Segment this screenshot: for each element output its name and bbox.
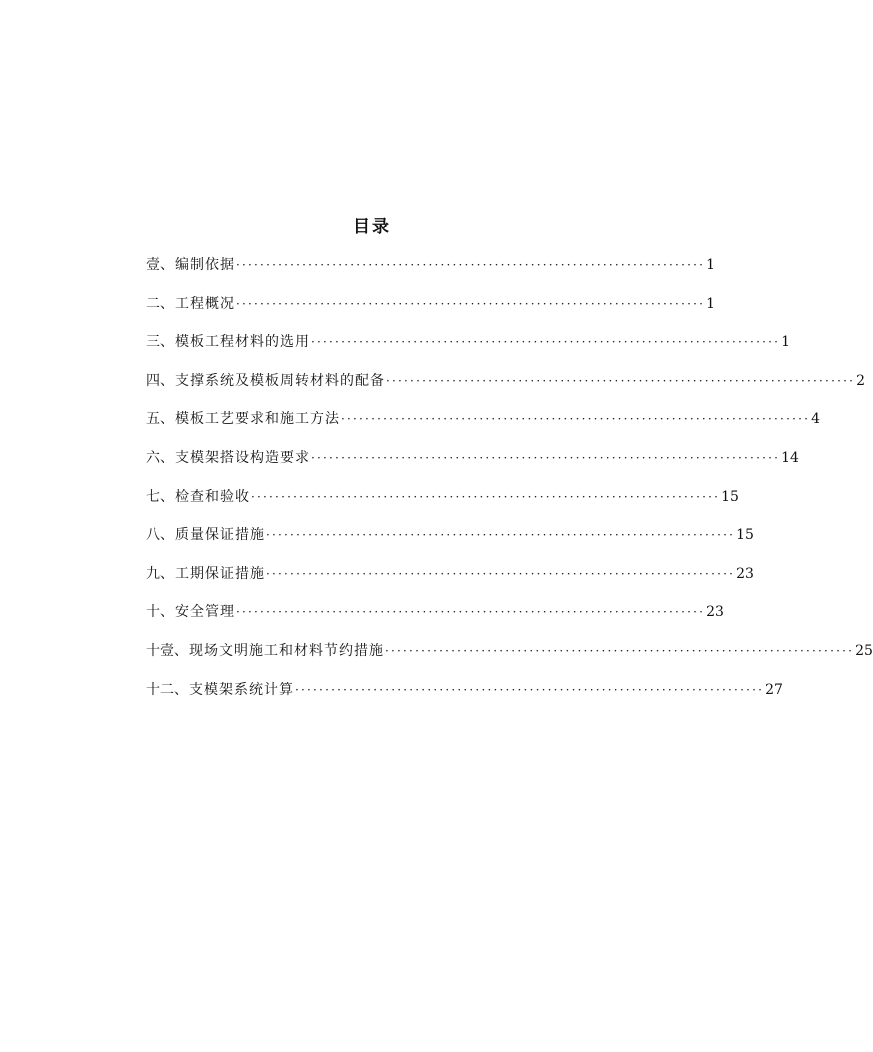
toc-entry-number: 四	[146, 372, 160, 389]
toc-dot-leader: ··············································································	[311, 335, 781, 350]
toc-entry-label: 、现场文明施工和材料节约措施	[174, 642, 384, 659]
toc-list	[146, 252, 873, 715]
toc-entry-page: 4	[811, 411, 821, 428]
toc-entry-number: 六	[146, 449, 160, 466]
toc-entry-page: 15	[736, 527, 754, 544]
toc-entry[interactable]	[146, 522, 754, 561]
toc-entry[interactable]	[146, 561, 754, 600]
toc-entry-label: 、支模架系统计算	[174, 681, 294, 698]
toc-entry[interactable]	[146, 368, 866, 407]
toc-dot-leader: ··············································································	[251, 489, 721, 504]
toc-entry-label: 、模板工程材料的选用	[160, 334, 310, 351]
toc-dot-leader: ··············································································	[385, 643, 855, 658]
toc-entry[interactable]	[146, 484, 739, 523]
toc-dot-leader: ··············································································	[236, 258, 706, 272]
toc-entry-label: 、支撑系统及模板周转材料的配备	[160, 372, 385, 389]
toc-entry-page: 27	[765, 681, 783, 698]
toc-title: 目录	[353, 217, 391, 237]
toc-entry[interactable]	[146, 406, 821, 445]
toc-entry-label: 、检查和验收	[160, 488, 250, 505]
toc-entry-number: 九	[146, 565, 160, 582]
toc-entry-label: 、质量保证措施	[160, 527, 265, 544]
toc-entry-number: 十二	[146, 681, 174, 698]
toc-entry-page: 25	[855, 642, 873, 659]
toc-entry-page: 15	[721, 488, 739, 505]
toc-entry-number: 三	[146, 334, 160, 351]
toc-entry-page: 1	[706, 257, 716, 273]
toc-entry-page: 14	[781, 449, 799, 466]
toc-entry[interactable]	[146, 638, 873, 677]
toc-entry-label: 、安全管理	[160, 604, 235, 621]
toc-dot-leader: ··············································································	[236, 605, 706, 620]
toc-entry[interactable]	[146, 252, 716, 291]
toc-entry[interactable]	[146, 445, 799, 484]
toc-entry-number: 八	[146, 527, 160, 544]
toc-entry-number: 壹	[146, 257, 160, 273]
toc-entry-page: 2	[856, 372, 866, 389]
toc-entry-label: 、编制依据	[160, 257, 235, 273]
toc-entry-label: 、工期保证措施	[160, 565, 265, 582]
toc-dot-leader: ··············································································	[295, 682, 765, 697]
toc-entry-page: 23	[706, 604, 724, 621]
toc-entry[interactable]	[146, 599, 724, 638]
toc-entry[interactable]	[146, 291, 716, 330]
toc-entry-label: 、支模架搭设构造要求	[160, 449, 310, 466]
toc-entry-page: 1	[781, 334, 791, 351]
toc-entry[interactable]	[146, 329, 791, 368]
toc-dot-leader: ··············································································	[266, 566, 736, 581]
toc-entry-label: 、工程概况	[160, 295, 235, 312]
toc-entry[interactable]	[146, 677, 783, 716]
toc-entry-number: 十	[146, 604, 160, 621]
toc-dot-leader: ··············································································	[341, 412, 811, 427]
toc-entry-number: 五	[146, 411, 160, 428]
toc-entry-number: 十壹	[146, 642, 174, 659]
toc-dot-leader: ··············································································	[266, 528, 736, 543]
toc-dot-leader: ··············································································	[386, 373, 856, 388]
toc-entry-number: 二	[146, 295, 160, 312]
toc-dot-leader: ··············································································	[236, 296, 706, 311]
toc-dot-leader: ··············································································	[311, 450, 781, 465]
toc-entry-page: 1	[706, 295, 716, 312]
toc-entry-page: 23	[736, 565, 754, 582]
toc-entry-number: 七	[146, 488, 160, 505]
toc-entry-label: 、模板工艺要求和施工方法	[160, 411, 340, 428]
